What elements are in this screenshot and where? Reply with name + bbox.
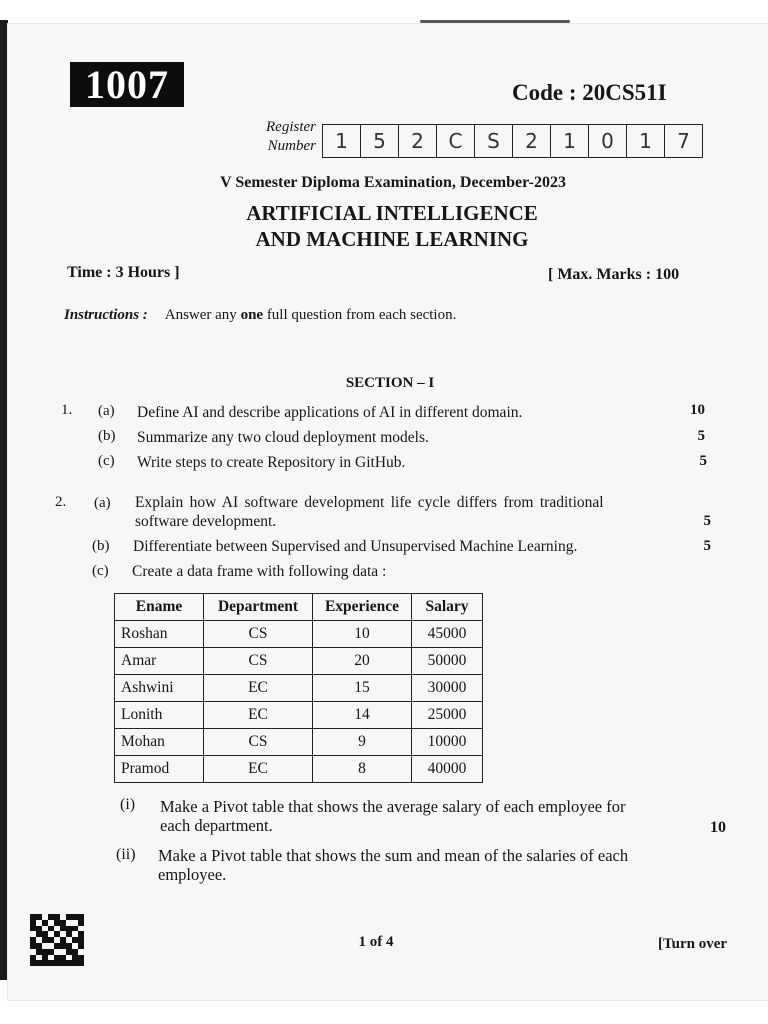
register-digit: 1 (323, 125, 361, 157)
subpart-text: Make a Pivot table that shows the average salary of each employee for (160, 797, 626, 816)
table-cell: EC (204, 702, 313, 729)
instructions-text-start: Answer any (164, 307, 237, 323)
subpart-text-continued: employee. (158, 865, 227, 884)
table-cell: EC (204, 675, 313, 702)
question-text: Summarize any two cloud deployment models. (137, 429, 429, 446)
turn-over-note: [Turn over (658, 936, 728, 952)
page-number: 1 of 4 (358, 934, 394, 950)
paper-number-badge: 1007 (70, 62, 184, 107)
table-cell: CS (204, 729, 313, 756)
subpart-text-continued: each department. (160, 816, 273, 835)
subpart-label: (ii) (116, 846, 136, 863)
table-cell: 15 (313, 675, 412, 702)
table-cell: EC (204, 756, 313, 783)
table-cell: CS (204, 648, 313, 675)
part-label: (b) (92, 538, 110, 554)
register-number-boxes (322, 124, 703, 158)
table-cell: 10000 (412, 729, 483, 756)
register-digit: 2 (399, 125, 437, 157)
page-left-shadow (0, 20, 8, 980)
table-cell: 10 (313, 621, 412, 648)
instructions-label: Instructions : (64, 307, 148, 323)
table-row (115, 648, 483, 675)
part-label: (c) (98, 453, 115, 469)
register-number-label (250, 118, 316, 156)
marks-value: 5 (699, 453, 707, 469)
table-row (115, 675, 483, 702)
table-cell: Pramod (115, 756, 204, 783)
part-label: (a) (98, 403, 115, 419)
exam-title: V Semester Diploma Examination, December-2023 (220, 174, 566, 191)
table-cell: Amar (115, 648, 204, 675)
question-number: 1. (61, 402, 73, 418)
table-row (115, 702, 483, 729)
question-text: Define AI and describe applications of AI in different domain. (137, 404, 523, 421)
table-header-row (115, 594, 483, 621)
instructions (64, 307, 456, 324)
marks-value: 10 (690, 402, 705, 418)
register-label-line1: Register (266, 119, 316, 135)
table-cell: Lonith (115, 702, 204, 729)
table-cell: Roshan (115, 621, 204, 648)
register-digit: C (437, 125, 475, 157)
subpart-text: Make a Pivot table that shows the sum and mean of the salaries of each (158, 846, 629, 865)
table-cell: 25000 (412, 702, 483, 729)
column-header: Salary (412, 594, 483, 621)
register-digit: 1 (627, 125, 665, 157)
column-header: Experience (313, 594, 412, 621)
marks-value: 5 (703, 513, 711, 529)
table-cell: 40000 (412, 756, 483, 783)
table-cell: 20 (313, 648, 412, 675)
register-label-line2: Number (267, 138, 316, 154)
instructions-emphasis: one (240, 307, 264, 323)
part-label: (b) (98, 428, 116, 444)
max-marks: [ Max. Marks : 100 (548, 266, 680, 283)
register-digit: 2 (513, 125, 551, 157)
marks-value: 10 (710, 819, 726, 836)
question-text: Differentiate between Supervised and Unsupervised Machine Learning. (133, 538, 578, 555)
column-header: Department (204, 594, 313, 621)
table-cell: 45000 (412, 621, 483, 648)
table-cell: 50000 (412, 648, 483, 675)
marks-value: 5 (703, 538, 711, 554)
time-allowed: Time : 3 Hours ] (67, 264, 180, 281)
table-cell: 30000 (412, 675, 483, 702)
register-digit: 7 (677, 129, 690, 153)
subject-title-line1: ARTIFICIAL INTELLIGENCE (246, 201, 538, 225)
subject-title (0, 200, 768, 252)
subject-code: Code : 20CS51I (512, 80, 667, 105)
table-cell: Ashwini (115, 675, 204, 702)
table-row (115, 621, 483, 648)
question-text: Write steps to create Repository in GitHub. (137, 454, 406, 471)
part-label: (a) (94, 495, 111, 511)
table-row (115, 756, 483, 783)
table-cell: Mohan (115, 729, 204, 756)
question-number: 2. (55, 494, 67, 510)
register-digit: 5 (361, 125, 399, 157)
scan-mark (420, 20, 570, 23)
table-cell: 9 (313, 729, 412, 756)
table-cell: CS (204, 621, 313, 648)
subject-title-line2: AND MACHINE LEARNING (255, 227, 529, 251)
employee-data-table (114, 593, 483, 783)
question-text: Create a data frame with following data : (132, 563, 387, 580)
question-text: Explain how AI software development life cycle differs from traditional (135, 494, 604, 511)
marks-value: 5 (697, 428, 705, 444)
register-digit: 0 (589, 125, 627, 157)
subpart-label: (i) (120, 796, 136, 813)
table-cell: 14 (313, 702, 412, 729)
register-digit: 1 (551, 125, 589, 157)
register-digit: S (475, 125, 513, 157)
table-cell: 8 (313, 756, 412, 783)
instructions-text-end: full question from each section. (266, 307, 457, 323)
table-row (115, 729, 483, 756)
part-label: (c) (92, 563, 109, 579)
column-header: Ename (115, 594, 204, 621)
section-heading: SECTION – I (345, 375, 435, 391)
question-text-continued: software development. (135, 513, 277, 530)
